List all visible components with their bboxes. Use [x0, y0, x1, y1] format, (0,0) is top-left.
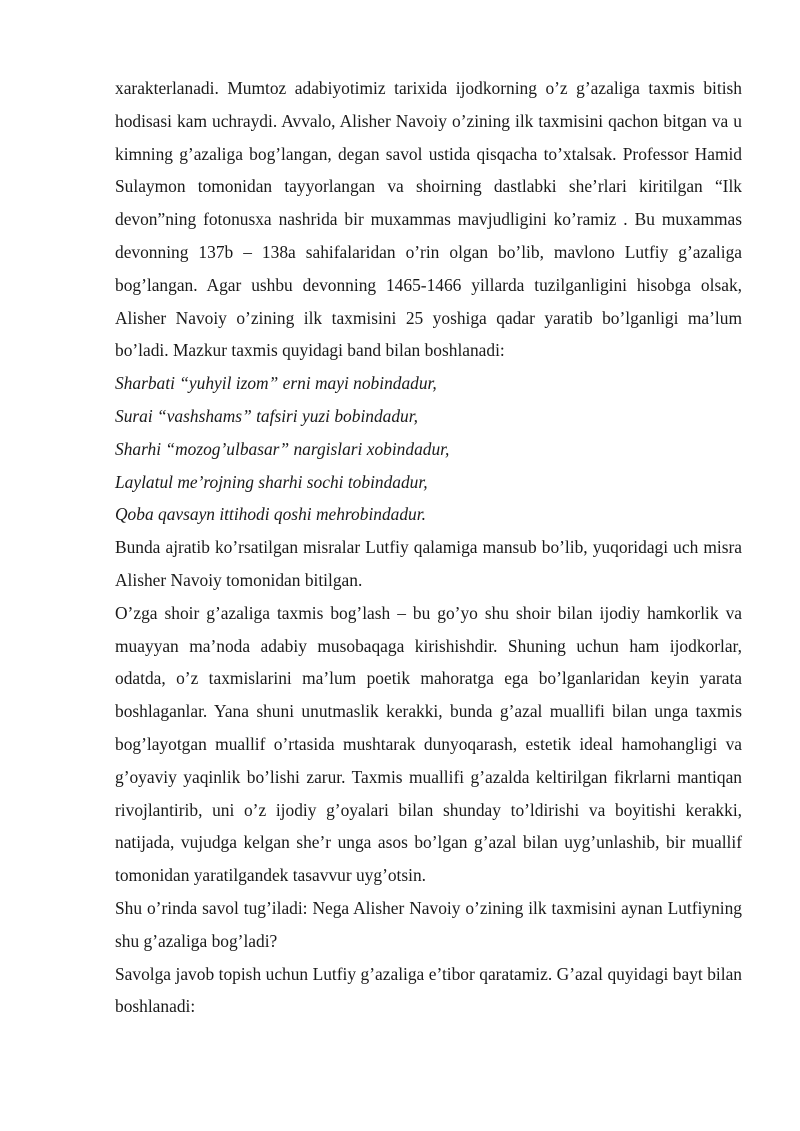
verse-stanza [115, 367, 742, 531]
verse-line: Qoba qavsayn ittihodi qoshi mehrobindadur. [115, 504, 426, 525]
paragraph-answer-intro: Savolga javob topish uchun Lutfiy g’azaliga e’tibor qaratamiz. G’azal quyidagi bayt bilan boshlanadi: [115, 963, 742, 1017]
verse-line: Sharhi “mozog’ulbasar” nargislari xobindadur, [115, 438, 450, 459]
paragraph-verse-note: Bunda ajratib ko’rsatilgan misralar Lutfiy qalamiga mansub bo’lib, yuqoridagi uch misra Alisher Navoiy tomonidan bitilgan. [115, 537, 742, 590]
verse-line: Surai “vashshams” tafsiri yuzi bobindadur, [115, 405, 418, 426]
verse-line: Laylatul me’rojning sharhi sochi tobindadur, [115, 471, 428, 492]
paragraph-question: Shu o’rinda savol tug’iladi: Nega Alisher Navoiy o’zining ilk taxmisini aynan Lutfiyning shu g’azaliga bog’ladi? [115, 897, 742, 951]
verse-line: Sharbati “yuhyil izom” erni mayi nobindadur, [115, 373, 437, 394]
paragraph-taxmis-explanation: O’zga shoir g’azaliga taxmis bog’lash – bu go’yo shu shoir bilan ijodiy hamkorlik va muayyan ma’noda adabiy musobaqaga kirishishdir. Shuning uchun ham ijodkorlar, odatda, o’z taxmislarini ma’lum poetik mahoratga ega bo’lganlaridan keyin yarata boshlaganlar. Yana shuni unutmaslik kerakki, bunda g’azal muallifi bilan unga taxmis bog’layotgan muallif o’rtasida mushtarak dunyoqarash, estetik ideal hamohangligi va g’oyaviy yaqinlik bo’lishi zarur. Taxmis muallifi g’azalda keltirilgan fikrlarni mantiqan rivojlantirib, uni o’z ijodiy g’oyalari bilan shunday to’ldirishi va boyitishi kerakki, natijada, vujudga kelgan she’r unga asos bo’lgan g’azal bilan uyg’unlashib, bir muallif tomonidan yaratilgandek tasavvur uyg’otsin. [115, 602, 742, 886]
document-page [115, 72, 742, 1023]
paragraph-intro: xarakterlanadi. Mumtoz adabiyotimiz tarixida ijodkorning o’z g’azaliga taxmis bitish hodisasi kam uchraydi. Avvalo, Alisher Navoiy o’zining ilk taxmisini qachon bitgan va u kimning g’azaliga bog’langan, degan savol ustida qisqacha to’xtalsak. Professor Hamid Sulaymon tomonidan tayyorlangan va shoirning dastlabki she’rlari kiritilgan “Ilk devon”ning fotonusxa nashrida bir muxammas mavjudligini ko’ramiz . Bu muxammas devonning 137b – 138a sahifalaridan o’rin olgan bo’lib, mavlono Lutfiy g’azaliga bog’langan. Agar ushbu devonning 1465-1466 yillarda tuzilganligini hisobga olsak, Alisher Navoiy o’zining ilk taxmisini 25 yoshiga qadar yaratib bo’lganligi ma’lum bo’ladi. Mazkur taxmis quyidagi band bilan boshlanadi: [115, 78, 742, 361]
